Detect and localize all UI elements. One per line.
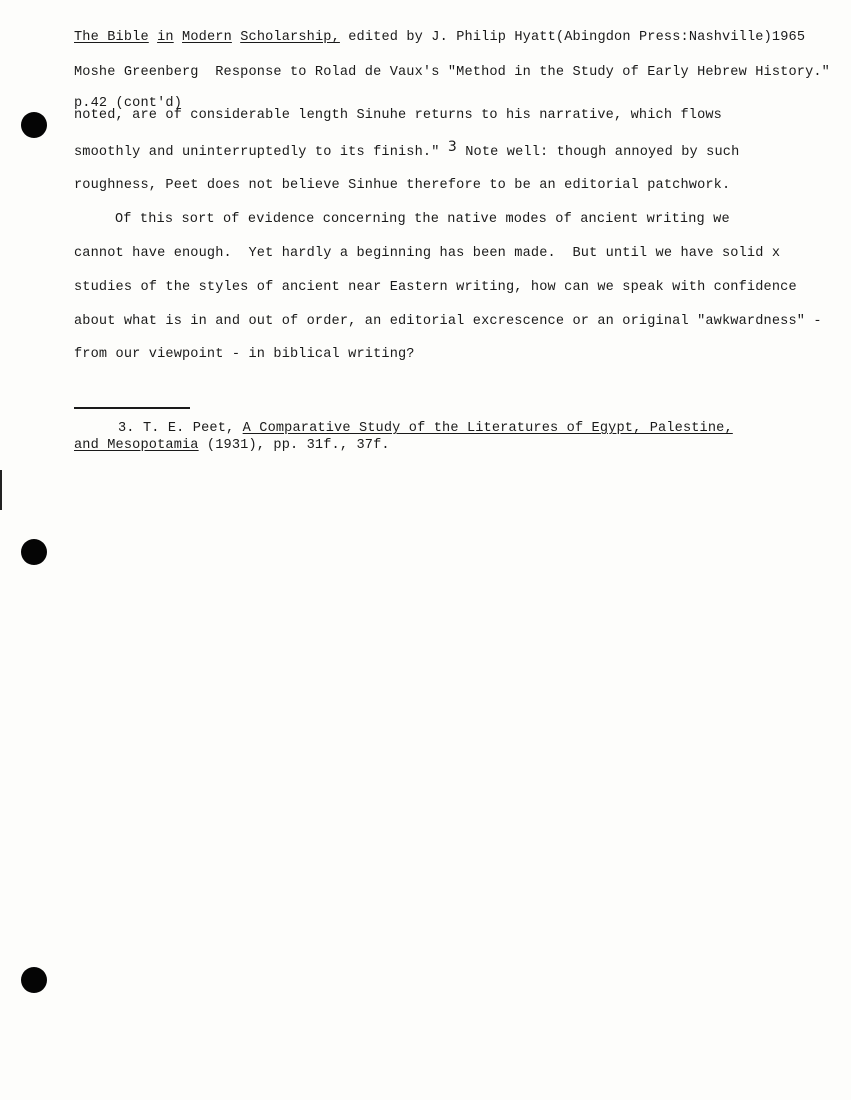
body-text-line: studies of the styles of ancient near Eastern writing, how can we speak with confidence (74, 280, 797, 295)
body-text-line: about what is in and out of order, an editorial excrescence or an original "awkwardness" - (74, 314, 822, 329)
citation-title-word: The Bible (74, 30, 149, 45)
edge-mark (0, 470, 2, 510)
author-line: Moshe Greenberg Response to Rolad de Vaux's "Method in the Study of Early Hebrew History." (74, 65, 830, 80)
body-text-line: from our viewpoint - in biblical writing? (74, 347, 415, 362)
body-text-segment: Note well: though annoyed by such (456, 145, 740, 160)
body-text-line (74, 139, 740, 160)
body-text-line: Of this sort of evidence concerning the native modes of ancient writing we (115, 212, 730, 227)
page-reference: p.42 (cont'd) (74, 96, 182, 111)
footnote-rule (74, 407, 190, 409)
body-text-line: roughness, Peet does not believe Sinhue therefore to be an editorial patchwork. (74, 178, 731, 193)
punch-hole (21, 112, 47, 138)
footnote-title: A Comparative Study of the Literatures of Egypt, Palestine, (242, 421, 733, 436)
citation-title-word: in (157, 30, 174, 45)
footnote (118, 421, 733, 436)
body-text-line: cannot have enough. Yet hardly a beginning has been made. But until we have solid x (74, 246, 781, 261)
citation-details: edited by J. Philip Hyatt(Abingdon Press:Nashville)1965 (339, 30, 806, 45)
footnote-title: and Mesopotamia (74, 438, 199, 453)
footnote-author: T. E. Peet, (142, 421, 235, 436)
punch-hole (21, 539, 47, 565)
footnote-marker: 3 (447, 139, 457, 155)
citation-title-word: Scholarship, (240, 30, 340, 45)
punch-hole (21, 967, 47, 993)
footnote-number: 3. (118, 421, 135, 436)
citation-title-word: Modern (182, 30, 232, 45)
body-text-segment: smoothly and uninterruptedly to its finish." (74, 145, 440, 160)
footnote-publication: (1931), pp. 31f., 37f. (198, 438, 390, 453)
citation-header (74, 30, 805, 45)
body-text-line: noted, are of considerable length Sinuhe returns to his narrative, which flows (74, 108, 722, 123)
footnote-continuation (74, 438, 390, 453)
